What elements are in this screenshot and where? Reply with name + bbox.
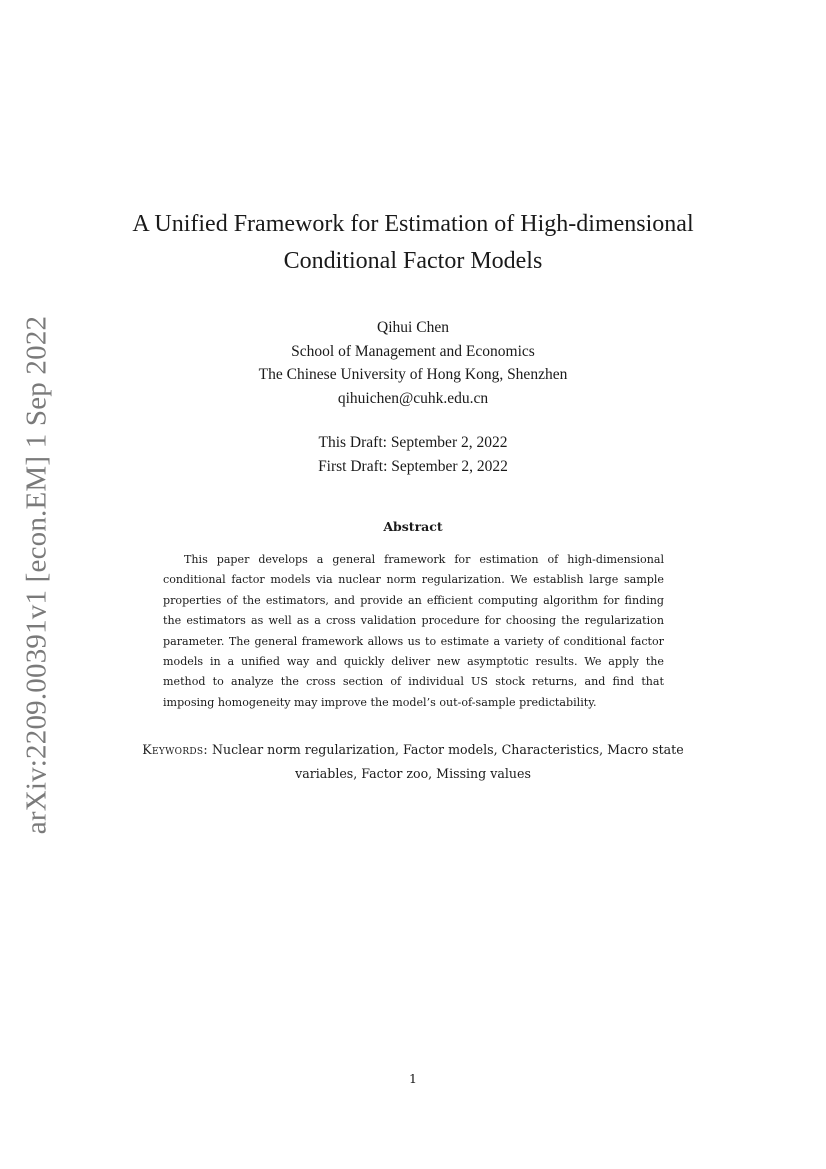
draft-dates — [0, 431, 826, 478]
keywords-list: Nuclear norm regularization, Factor models, Characteristics, Macro state variables, Factor zoo, Missing values — [211, 742, 684, 781]
first-draft-date: First Draft: September 2, 2022 — [318, 457, 508, 475]
arxiv-identifier-stamp: arXiv:2209.00391v1 [econ.EM] 1 Sep 2022 — [20, 315, 53, 835]
abstract-heading: Abstract — [383, 519, 443, 534]
page-number: 1 — [409, 1071, 417, 1086]
author-name: Qihui Chen — [377, 319, 449, 336]
title-line-1: A Unified Framework for Estimation of High-dimensional — [132, 211, 694, 237]
author-block — [0, 316, 826, 410]
keywords — [120, 738, 706, 786]
title-line-2: Conditional Factor Models — [283, 248, 543, 274]
this-draft-date: This Draft: September 2, 2022 — [318, 434, 508, 451]
author-department: School of Management and Economics — [291, 342, 535, 360]
author-institution: The Chinese University of Hong Kong, Shenzhen — [258, 366, 568, 383]
keywords-label: Keywords: — [142, 742, 208, 757]
abstract-text: This paper develops a general framework for estimation of high-dimensional conditional factor models via nuclear norm regularization. We establish large sample properties of the estimators, and provide an efficient computing algorithm for finding the estimators as well as a cross validation procedure for choosing the regularization parameter. The general framework allows us to estimate a variety of conditional factor models in a unified way and quickly deliver new asymptotic results. We apply the method to analyze the cross section of individual US stock returns, and find that imposing homogeneity may improve the model’s out-of-sample predictability. — [163, 553, 664, 709]
author-email: qihuichen@cuhk.edu.cn — [337, 389, 489, 407]
paper-title — [0, 206, 826, 280]
